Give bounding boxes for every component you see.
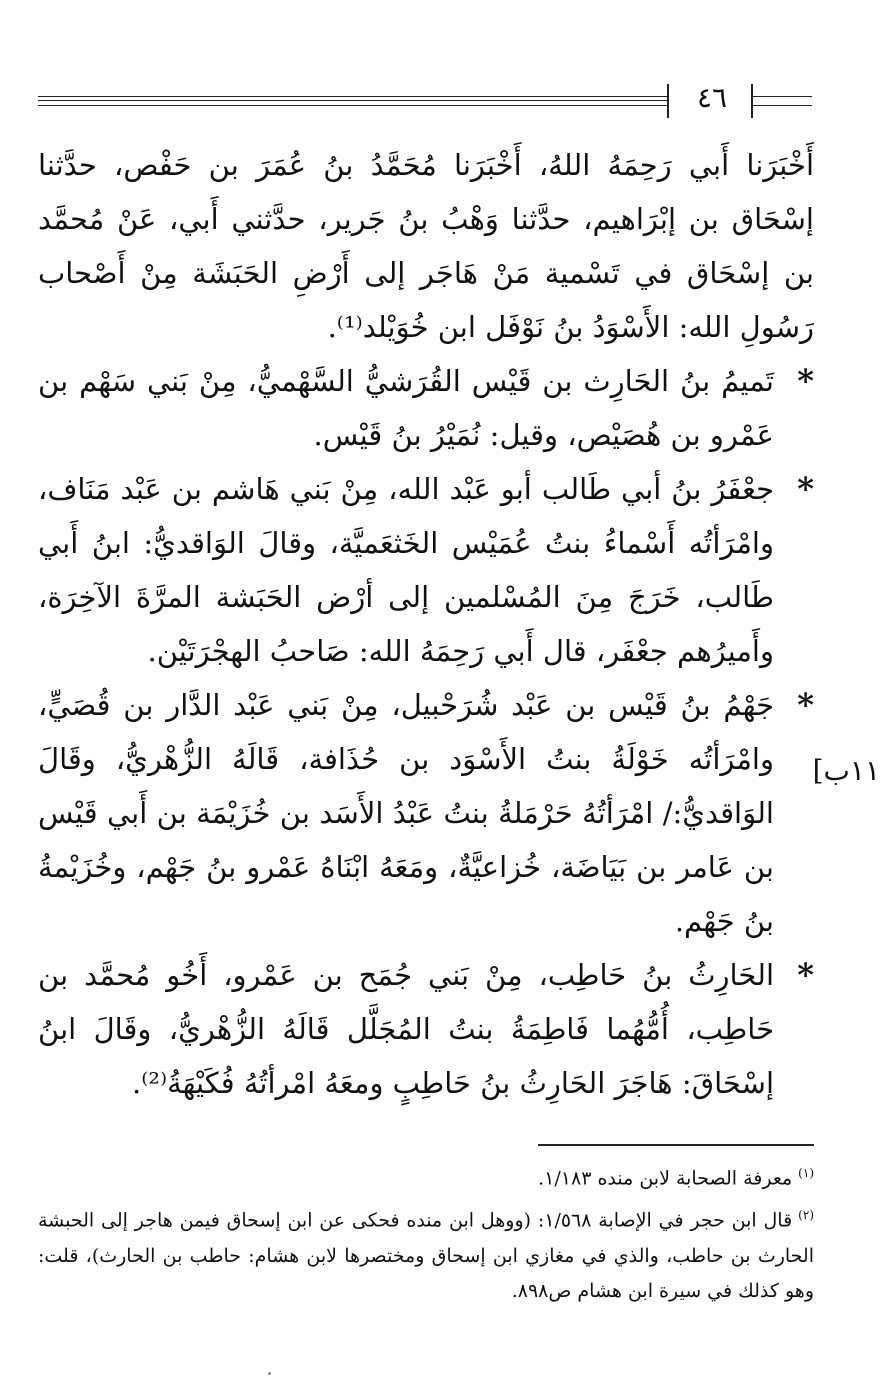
footnote-number: (٢) [798, 1208, 814, 1223]
footnote [38, 1156, 814, 1196]
entry-text: تَميمُ بنُ الحَارِث بن قَيْس القُرَشيُّ السَّهْميُّ، مِنْ بَني سَهْم بن عَمْرو بن هُصَيْص، وقيل: نُمَيْرُ بنُ قَيْس. [38, 364, 774, 452]
intro-paragraph: أَخْبَرَنا أَبي رَحِمَهُ اللهُ، أَخْبَرَنا مُحَمَّدُ بنُ عُمَرَ بن حَفْص، حدَّثنا إسْحَاق بن إبْرَاهيم، حدَّثنا وَهْبُ بنُ جَرير، حدَّثني أَبي، عَنْ مُحمَّد بن إسْحَاق في تَسْمية مَنْ هَاجَر إلى أَرْضِ الحَبَشَة مِنْ أَصْحاب رَسُولِ الله: الأَسْوَدُ بنُ نَوْفَل ابن خُوَيْلد⁽¹⁾. [38, 148, 814, 344]
entry-jafar [38, 462, 814, 678]
scan-speck [268, 1372, 271, 1375]
footnote-separator [538, 1144, 814, 1146]
entry-text: الحَارِثُ بنُ حَاطِب، مِنْ بَني جُمَح بن عَمْرو، أَخُو مُحمَّد بن حَاطِب، أُمُّهُما فَاطِمَةُ بنتُ المُجَلَّل قَالَهُ الزُّهْريُّ، وقَالَ ابنُ إسْحَاقَ: هَاجَرَ الحَارِثُ بنُ حَاطِبٍ ومعَهُ امْرأتُهُ فُكَيْهَةُ⁽²⁾. [38, 958, 774, 1100]
main-text [38, 138, 814, 1110]
footnote-text: قال ابن حجر في الإصابة ١/٥٦٨: (ووهل ابن منده فحكى عن ابن إسحاق فيمن هاجر إلى الحبشة الحارث بن حاطب، والذي في مغازي ابن إسحاق ومختصرها لابن هشام: حاطب بن الحارث)، قلت: وهو كذلك في سيرة ابن هشام ص٨٩٨. [38, 1209, 814, 1302]
footnote-number: (١) [798, 1166, 814, 1180]
page-number: ٤٦ [696, 81, 728, 114]
asterisk-bullet-icon: * [797, 956, 814, 994]
header-rule-right [752, 96, 812, 106]
asterisk-bullet-icon: * [797, 470, 814, 508]
asterisk-bullet-icon: * [797, 686, 814, 724]
entry-harith [38, 948, 814, 1110]
header-rule-left [38, 96, 668, 106]
footnote [38, 1198, 814, 1308]
footnotes [38, 1156, 814, 1311]
entry-text: جَهْمُ بنُ قَيْس بن عَبْد شُرَحْبيل، مِنْ بَني عَبْد الدَّار بن قُصَيٍّ، وامْرَأتُه خَوْلَةُ بنتُ الأَسْوَد بن حُذَافة، قَالَهُ الزُّهْريُّ، وقَالَ الوَاقديُّ:/ امْرَأتُهُ حَرْمَلةُ بنتُ عَبْدُ الأَسَد بن خُزَيْمَة بن أَبي قَيْس بن عَامر بن بَيَاضَة، خُزاعيَّةٌ، ومَعَهُ ابْنَاهُ عَمْرو بنُ جَهْم، وخُزَيْمةُ بنُ جَهْم. [38, 688, 774, 938]
margin-folio-note: ١١ب] [812, 754, 880, 787]
entry-jahm [38, 678, 814, 948]
asterisk-bullet-icon: * [797, 362, 814, 400]
header-rule-cap-left [667, 84, 669, 118]
footnote-text: معرفة الصحابة لابن منده ١/١٨٣. [538, 1167, 793, 1190]
entry-text: جعْفَرُ بنُ أبي طَالب أبو عَبْد الله، مِنْ بَني هَاشم بن عَبْد مَنَاف، وامْرَأتُه أَسْماءُ بنتُ عُمَيْس الخَثعَميَّة، وقالَ الوَاقديُّ: ابنُ أَبي طَالب، خَرَجَ مِنَ المُسْلمين إلى أرْض الحَبَشة المرَّةَ الآخِرَة، وأَميرُهم جعْفَر، قال أَبي رَحِمَهُ الله: صَاحبُ الهجْرَتَيْن. [38, 472, 774, 668]
entry-tamim [38, 354, 814, 462]
